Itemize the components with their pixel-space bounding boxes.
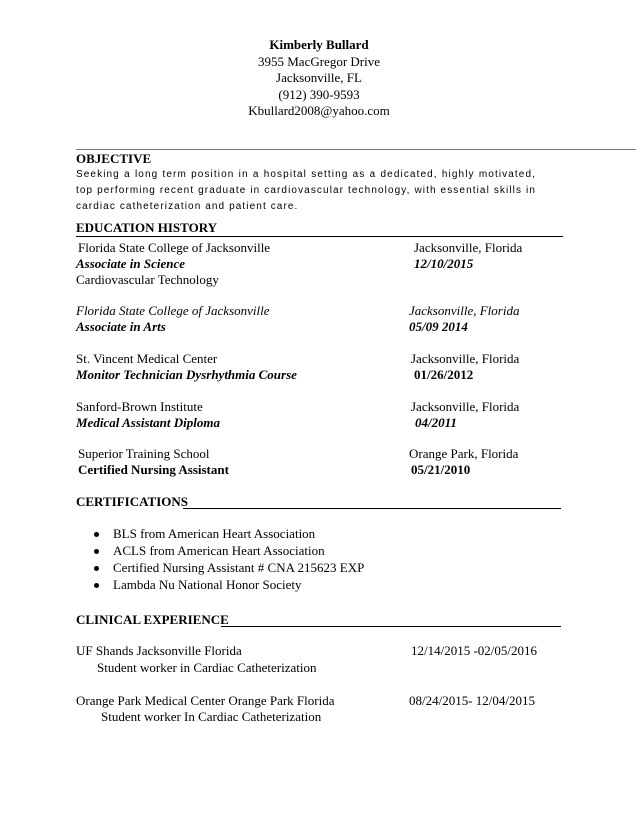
clinical-role: Student worker in Cardiac Catheterization	[97, 660, 317, 675]
education-heading: EDUCATION HISTORY	[76, 220, 218, 235]
education-entry-degree	[76, 319, 566, 335]
degree-date: 05/09 2014	[409, 319, 468, 334]
school-location: Jacksonville, Florida	[414, 240, 523, 255]
school-name: Florida State College of Jacksonville	[78, 240, 271, 255]
degree-date: 05/21/2010	[411, 462, 471, 477]
education-entry-school	[76, 399, 566, 415]
degree-name: Associate in Arts	[76, 319, 166, 334]
degree-name: Monitor Technician Dysrhythmia Course	[76, 367, 297, 382]
email-address: Kbullard2008@yahoo.com	[248, 103, 390, 118]
clinical-heading: CLINICAL EXPERIENCE	[76, 612, 229, 627]
school-name: Florida State College of Jacksonville	[76, 303, 270, 318]
education-entry-extra	[76, 272, 566, 288]
city-state: Jacksonville, FL	[276, 70, 362, 85]
degree-name: Medical Assistant Diploma	[76, 415, 220, 430]
degree-name: Certified Nursing Assistant	[78, 462, 229, 477]
education-entry-degree	[76, 415, 566, 431]
education-entry-school	[76, 351, 566, 367]
degree-date: 04/2011	[415, 415, 457, 430]
phone-number: (912) 390-9593	[278, 86, 360, 102]
clinical-dates: 08/24/2015- 12/04/2015	[409, 693, 536, 708]
education-divider	[76, 236, 563, 237]
education-entry-degree	[76, 462, 566, 478]
education-entry-degree	[76, 256, 566, 272]
candidate-name: Kimberly Bullard	[269, 37, 369, 52]
education-entry-school	[76, 303, 566, 319]
certifications-list	[94, 526, 364, 594]
clinical-dates: 12/14/2015 -02/05/2016	[411, 643, 538, 658]
street-address: 3955 MacGregor Drive	[257, 53, 380, 69]
education-entry-school	[76, 240, 566, 256]
school-name: Superior Training School	[78, 446, 210, 461]
school-location: Orange Park, Florida	[409, 446, 519, 461]
list-item: BLS from American Heart Association	[94, 526, 364, 543]
degree-date: 12/10/2015	[414, 256, 474, 271]
education-entry-school	[76, 446, 566, 462]
objective-heading: OBJECTIVE	[76, 151, 152, 166]
header-divider	[76, 149, 636, 150]
clinical-entry	[76, 693, 566, 709]
school-location: Jacksonville, Florida	[411, 399, 520, 414]
clinical-place: Orange Park Medical Center Orange Park Florida	[76, 693, 335, 708]
contact-header	[0, 37, 638, 120]
list-item: Lambda Nu National Honor Society	[94, 577, 364, 594]
clinical-underline	[221, 626, 561, 627]
school-location: Jacksonville, Florida	[411, 351, 520, 366]
school-name: St. Vincent Medical Center	[76, 351, 218, 366]
school-location: Jacksonville, Florida	[409, 303, 520, 318]
degree-major: Cardiovascular Technology	[76, 272, 219, 287]
degree-date: 01/26/2012	[414, 367, 474, 382]
certifications-underline	[183, 508, 561, 509]
education-entry-degree	[76, 367, 566, 383]
clinical-entry	[76, 643, 566, 659]
clinical-role: Student worker In Cardiac Catheterization	[101, 709, 322, 724]
list-item: ACLS from American Heart Association	[94, 543, 364, 560]
clinical-place: UF Shands Jacksonville Florida	[76, 643, 242, 658]
list-item: Certified Nursing Assistant # CNA 215623 EXP	[94, 560, 364, 577]
objective-text: Seeking a long term position in a hospital setting as a dedicated, highly motivated, top performing recent graduate in cardiovascular technology, with essential skills in cardiac catheterization and patient care.	[76, 169, 536, 212]
school-name: Sanford-Brown Institute	[76, 399, 203, 414]
certifications-heading: CERTIFICATIONS	[76, 494, 188, 509]
degree-name: Associate in Science	[76, 256, 186, 271]
